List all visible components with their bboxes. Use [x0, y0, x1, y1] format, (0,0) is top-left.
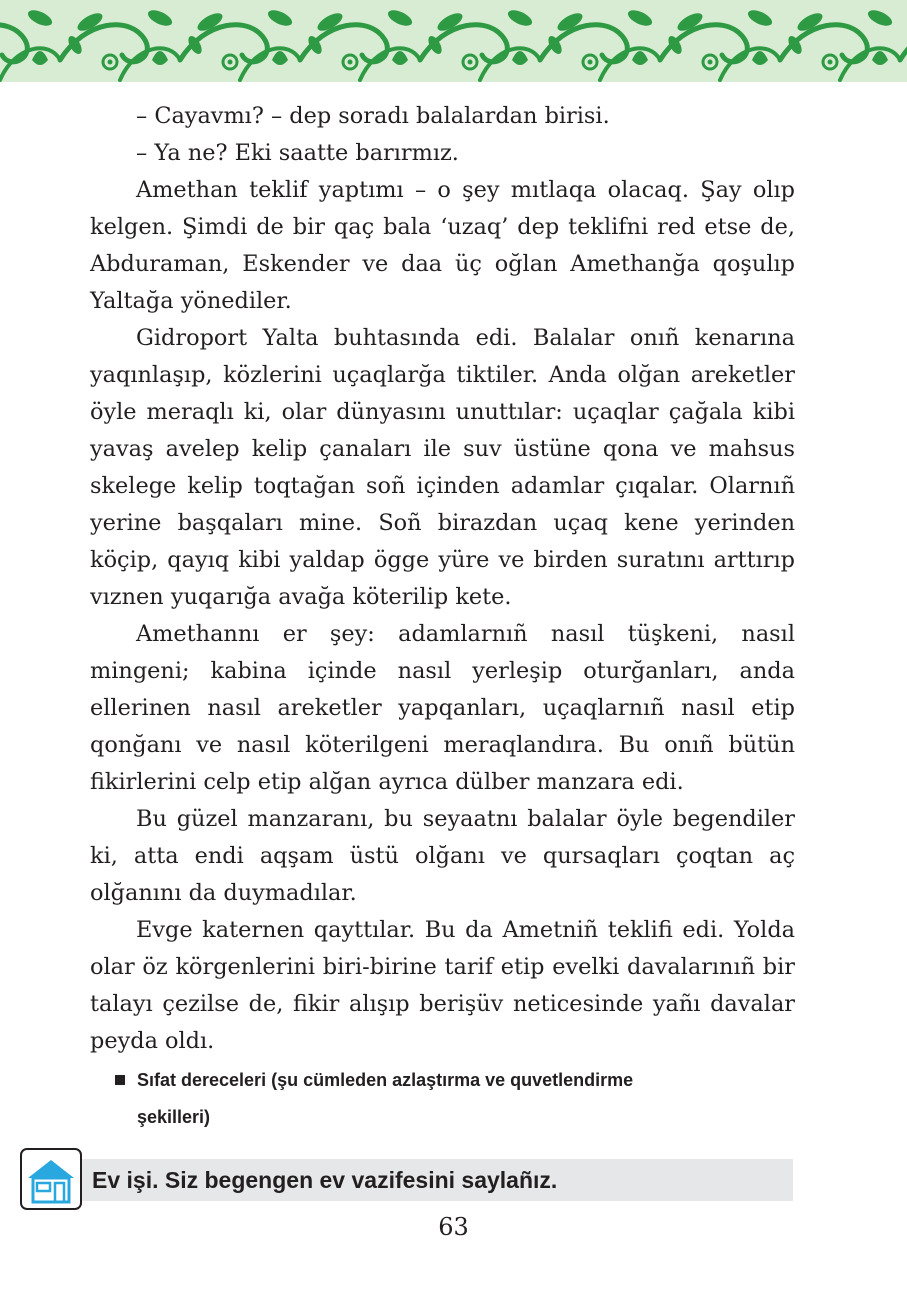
grammar-topic	[115, 1062, 795, 1136]
paragraph-dialogue-1: – Cayavmı? – dep soradı balalardan birisi.	[136, 103, 610, 129]
grammar-topic-line-2: şekilleri)	[137, 1107, 211, 1127]
page-number: 63	[438, 1213, 469, 1241]
homework-text: Ev işi. Siz begengen ev vazifesini saylañız.	[92, 1167, 558, 1193]
story-text	[90, 98, 795, 1060]
floral-vine-icon	[0, 0, 907, 82]
house-icon	[20, 1148, 82, 1210]
paragraph-amethan-curious: Amethannı er şey: adamlarnıñ nasıl tüşkeni, nasıl mingeni; kabina içinde nasıl yerleşip oturğanları, anda ellerinen nasıl areketler yapqanları, uçaqlarnıñ nasıl etip qonğanı ve nasıl köterilgeni meraqlandıra. Bu onıñ bütün fikirlerini celp etip alğan ayrıca dülber manzara edi.	[90, 621, 795, 795]
paragraph-scenery: Bu güzel manzaranı, bu seyaatnı balalar öyle begendiler ki, atta endi aqşam üstü olğanı ve qursaqları çoqtan aç olğanını da duymadılar.	[90, 806, 795, 906]
grammar-topic-line-1: Sıfat dereceleri (şu cümleden azlaştırma ve quvetlendirme	[137, 1070, 634, 1090]
paragraph-return-home: Evge katernen qayttılar. Bu da Ametniñ teklifi edi. Yolda olar öz körgenlerini biri-birine tarif etip evelki davalarınıñ bir talayı çezilse de, fikir alışıp berişüv neticesinde yañı davalar peyda oldı.	[90, 917, 795, 1054]
paragraph-dialogue-2: – Ya ne? Eki saatte barırmız.	[136, 140, 459, 166]
square-bullet-icon	[115, 1075, 125, 1085]
paragraph-gidroport: Gidroport Yalta buhtasında edi. Balalar onıñ kenarına yaqınlaşıp, közlerini uçaqlarğa tiktiler. Anda olğan areketler öyle meraqlı ki, olar dünyasını unuttılar: uçaqlar çağala kibi yavaş avelep kelip çanaları ile suv üstüne qona ve mahsus skelege kelip toqtağan soñ içinden adamlar çıqalar. Olarnıñ yerine başqaları mine. Soñ birazdan uçaq kene yerinden köçip, qayıq kibi yaldap ögge yüre ve birden suratını arttırıp vıznen yuqarığa avağa köterilip kete.	[90, 325, 795, 610]
floral-vine-border	[0, 0, 907, 82]
paragraph-amethan-proposal: Amethan teklif yaptımı – o şey mıtlaqa olacaq. Şay olıp kelgen. Şimdi de bir qaç bala ‘uzaq’ dep teklifni red etse de, Abduraman, Eskender ve daa üç oğlan Amethanğa qoşulıp Yaltağa yönediler.	[90, 177, 795, 314]
